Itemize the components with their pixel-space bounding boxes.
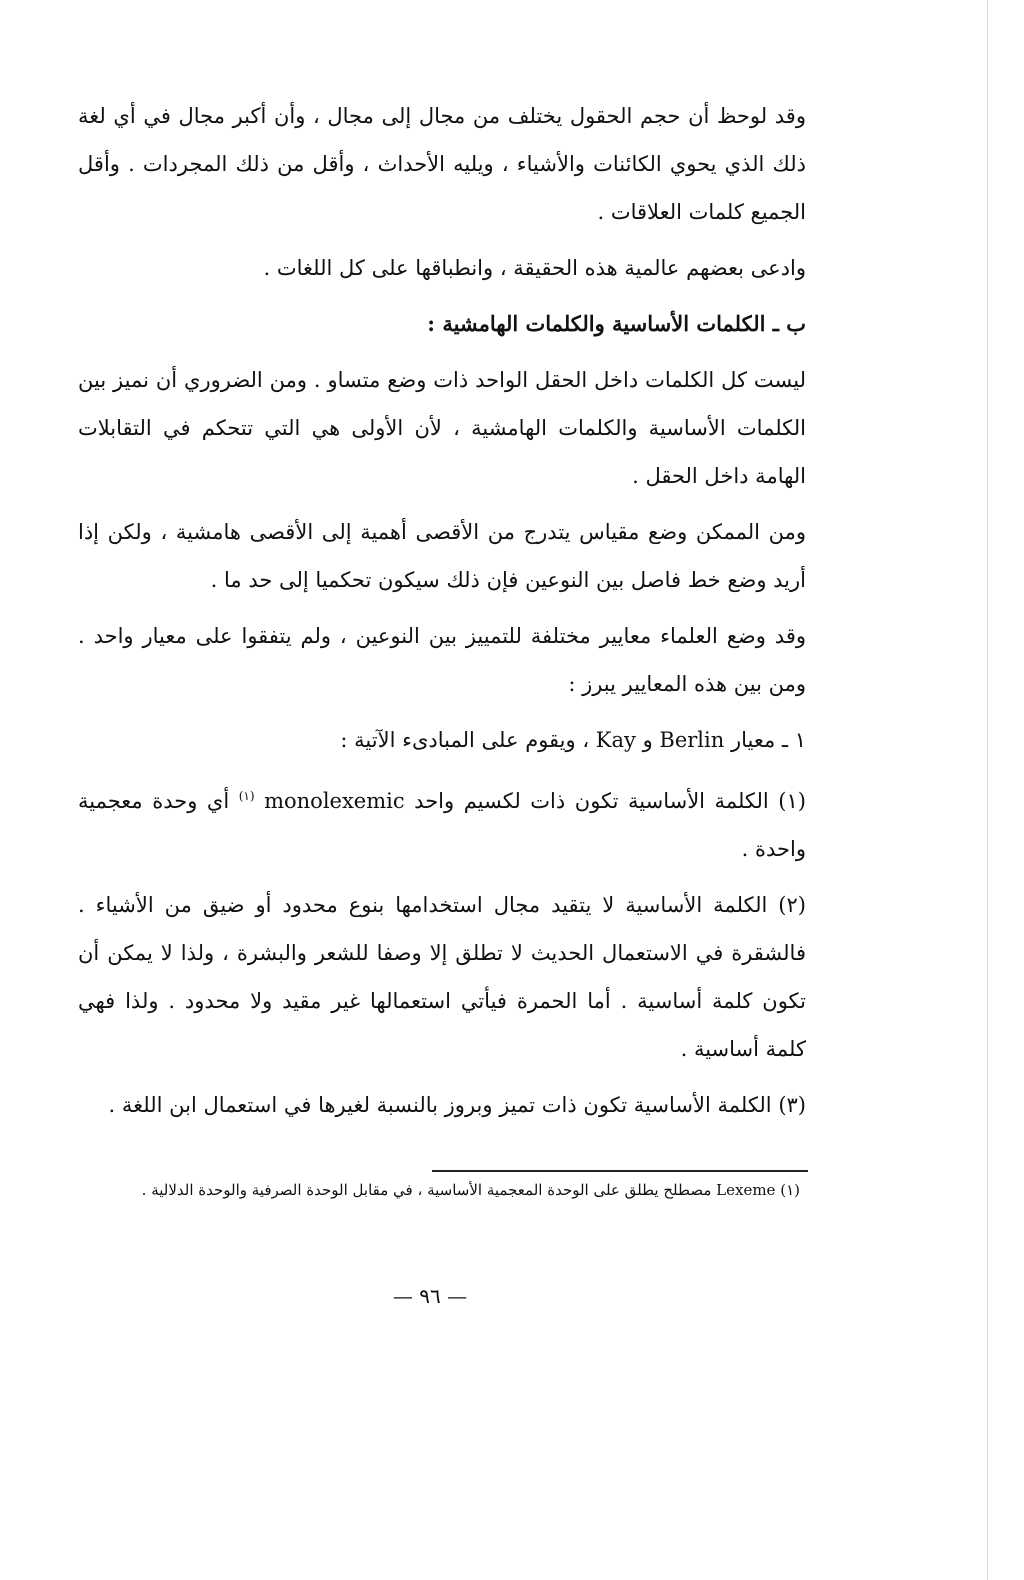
page-number: — ٩٦ — — [392, 1284, 468, 1308]
item1-term: monolexemic — [264, 789, 405, 813]
footnote-divider — [432, 1170, 808, 1172]
paragraph-universality: وادعى بعضهم عالمية هذه الحقيقة ، وانطباقها على كل اللغات . — [263, 256, 806, 280]
item1-after: أي وحدة معجمية واحدة . — [78, 789, 806, 861]
principle-item-1 — [78, 772, 806, 873]
paragraph-field-size: وقد لوحظ أن حجم الحقول يختلف من مجال إلى مجال ، وأن أكبر مجال في أي لغة ذلك الذي يحوي الكائنات والأشياء ، ويليه الأحداث ، وأقل من ذلك المجردات . وأقل الجميع كلمات العلاقات . — [78, 104, 806, 224]
paragraph-scale: ومن الممكن وضع مقياس يتدرج من الأقصى أهمية إلى الأقصى هامشية ، ولكن إذا أريد وضع خط فاصل بين النوعين فإن ذلك سيكون تحكميا إلى حد ما . — [78, 520, 806, 592]
scan-edge-line — [987, 0, 988, 1580]
footnote-term: Lexeme — [716, 1181, 776, 1199]
item1-before: (١) الكلمة الأساسية تكون ذات لكسيم واحد — [414, 789, 806, 813]
paragraph-criteria: وقد وضع العلماء معايير مختلفة للتمييز بين النوعين ، ولم يتفقوا على معيار واحد . ومن بين هذه المعايير يبرز : — [78, 624, 806, 696]
footnote-number: (١) — [780, 1181, 800, 1199]
page-body — [78, 92, 806, 1137]
criterion-suffix: ، ويقوم على المبادىء الآتية : — [340, 728, 590, 752]
criterion-and: و — [642, 728, 653, 752]
criterion-name-kay: Kay — [595, 728, 636, 752]
paragraph-not-equal: ليست كل الكلمات داخل الحقل الواحد ذات وضع متساو . ومن الضروري أن نميز بين الكلمات الأساسية والكلمات الهامشية ، لأن الأولى هي التي تتحكم في التقابلات الهامة داخل الحقل . — [78, 368, 806, 488]
footnote-reference: (١) — [238, 789, 255, 803]
section-heading-b: ب ـ الكلمات الأساسية والكلمات الهامشية : — [427, 311, 806, 336]
footnote-text: مصطلح يطلق على الوحدة المعجمية الأساسية ، في مقابل الوحدة الصرفية والوحدة الدلالية . — [141, 1181, 712, 1199]
principle-item-2: (٢) الكلمة الأساسية لا يتقيد مجال استخدامها بنوع محدود أو ضيق من الأشياء . فالشقرة في الاستعمال الحديث لا تطلق إلا وصفا للشعر والبشرة ، ولذا لا يمكن أن تكون كلمة أساسية . أما الحمرة فيأتي استعمالها غير مقيد ولا محدود . ولذا فهي كلمة أساسية . — [78, 893, 806, 1061]
footnote — [70, 1176, 800, 1204]
criterion-name-berlin: Berlin — [659, 728, 725, 752]
criterion-berlin-kay — [78, 716, 806, 764]
criterion-prefix: ١ ـ معيار — [730, 728, 806, 752]
principle-item-3: (٣) الكلمة الأساسية تكون ذات تميز وبروز بالنسبة لغيرها في استعمال ابن اللغة . — [108, 1093, 806, 1117]
